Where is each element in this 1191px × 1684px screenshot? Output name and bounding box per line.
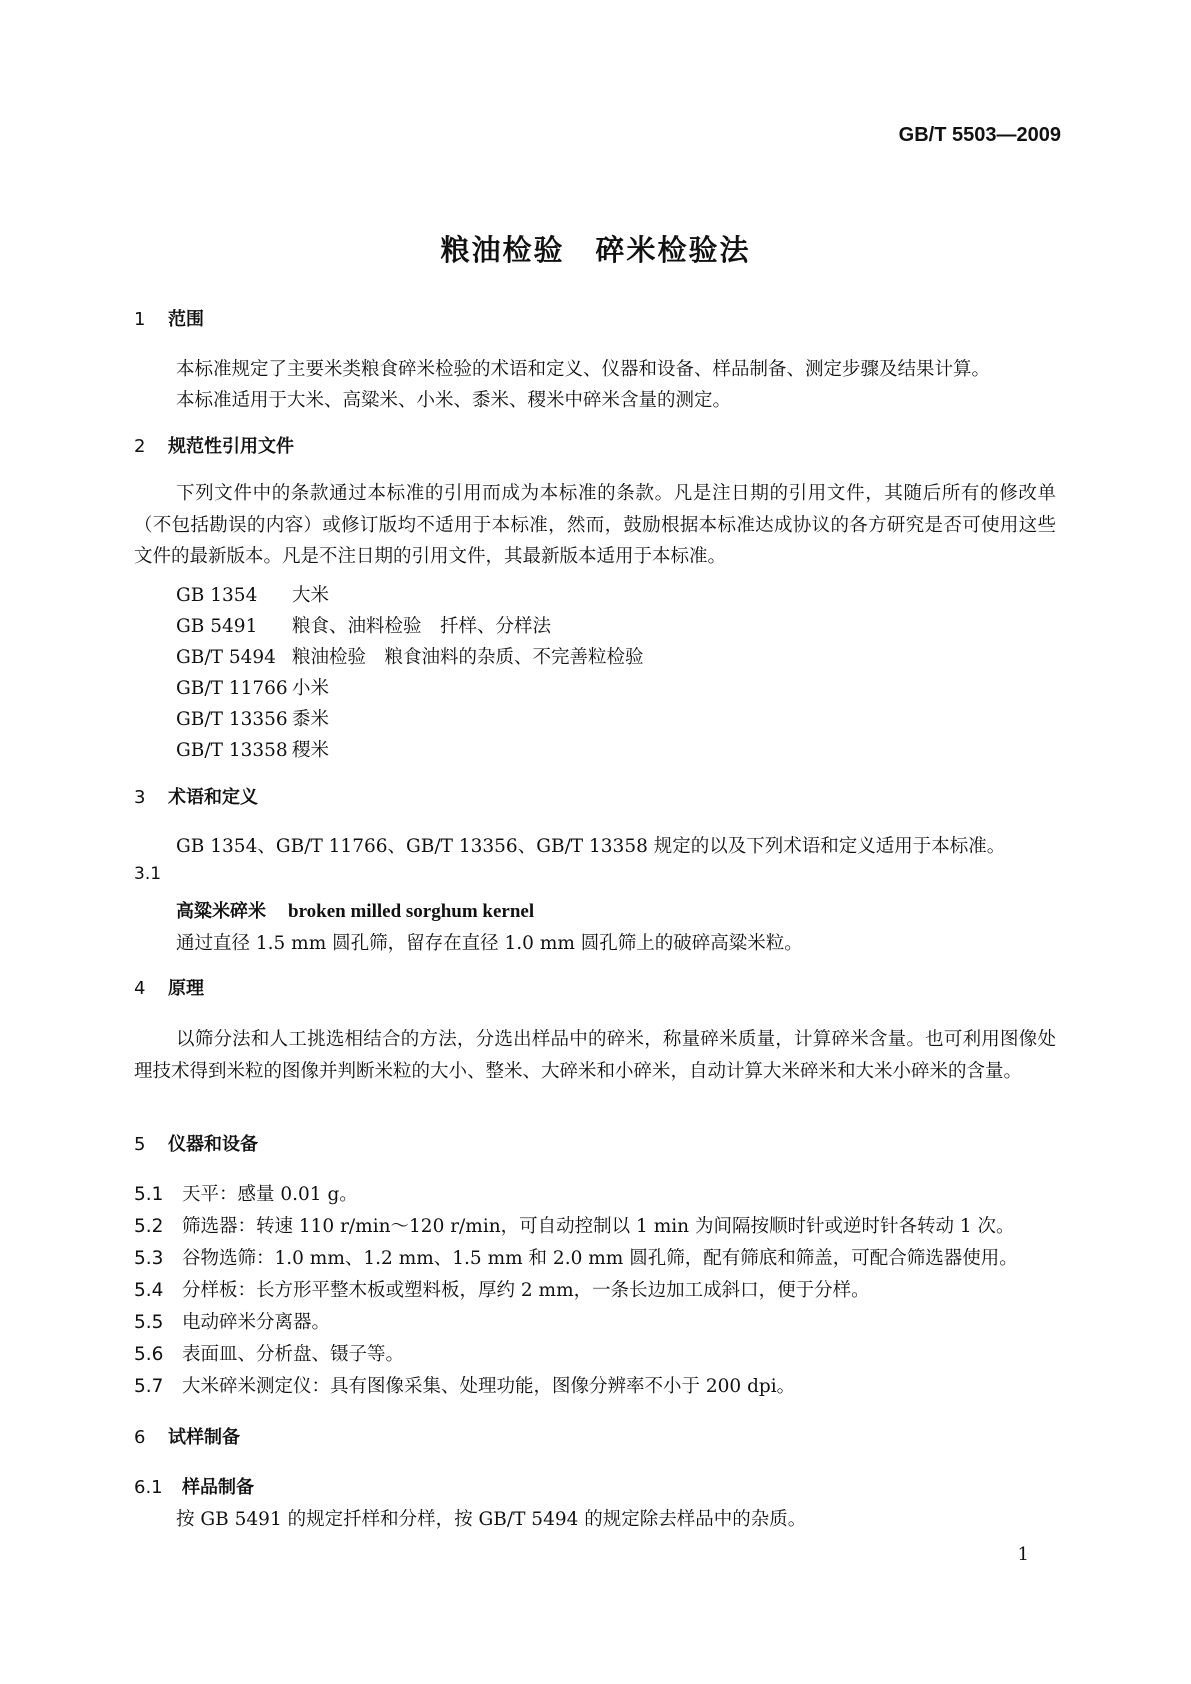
reference-row <box>176 674 329 700</box>
equipment-item <box>134 1372 795 1398</box>
reference-name: 粮食、油料检验 扦样、分样法 <box>292 616 552 637</box>
clause-text: 大米碎米测定仪：具有图像采集、处理功能，图像分辨率不小于 200 dpi。 <box>182 1376 796 1397</box>
clause-number: 5.4 <box>134 1280 164 1301</box>
section-title: 试样制备 <box>168 1427 240 1448</box>
equipment-item <box>134 1308 330 1334</box>
section-1-paragraph-1: 本标准规定了主要米类粮食碎米检验的术语和定义、仪器和设备、样品制备、测定步骤及结果计算。 <box>176 359 991 380</box>
page-number: 1 <box>1017 1544 1029 1565</box>
reference-code: GB/T 11766 <box>176 678 288 699</box>
document-title: 粮油检验 碎米检验法 <box>440 233 751 267</box>
clause-number: 5.1 <box>134 1184 164 1205</box>
clause-text: 谷物选筛：1.0 mm、1.2 mm、1.5 mm 和 2.0 mm 圆孔筛，配有筛底和筛盖，可配合筛选器使用。 <box>182 1248 1018 1269</box>
section-title: 术语和定义 <box>168 787 258 808</box>
reference-code: GB 5491 <box>176 616 258 637</box>
section-4-heading <box>134 974 204 1000</box>
section-5-heading <box>134 1130 258 1156</box>
section-number: 5 <box>134 1134 146 1155</box>
reference-row <box>176 643 644 669</box>
section-title: 规范性引用文件 <box>168 436 294 457</box>
section-number: 3 <box>134 787 146 808</box>
section-2-intro: 下列文件中的条款通过本标准的引用而成为本标准的条款。凡是注日期的引用文件，其随后所有的修改单（不包括勘误的内容）或修订版均不适用于本标准，然而，鼓励根据本标准达成协议的各方研究是否可使用这些文件的最新版本。凡是不注日期的引用文件，其最新版本适用于本标准。 <box>134 483 1056 567</box>
clause-text: 天平：感量 0.01 g。 <box>182 1184 358 1205</box>
reference-code: GB 1354 <box>176 585 258 606</box>
standard-code: GB/T 5503—2009 <box>898 124 1061 146</box>
reference-row <box>176 736 329 762</box>
reference-row <box>176 705 329 731</box>
equipment-item <box>134 1244 1018 1270</box>
section-title: 原理 <box>168 978 204 999</box>
section-number: 4 <box>134 978 146 999</box>
section-3-heading <box>134 783 258 809</box>
reference-code: GB/T 5494 <box>176 647 276 668</box>
reference-code: GB/T 13358 <box>176 740 288 761</box>
equipment-item <box>134 1276 870 1302</box>
clause-text: 表面皿、分析盘、镊子等。 <box>182 1344 405 1365</box>
clause-number: 5.5 <box>134 1312 164 1333</box>
term-english: broken milled sorghum kernel <box>288 901 535 922</box>
section-title: 范围 <box>168 309 204 330</box>
subsection-text: 按 GB 5491 的规定扦样和分样，按 GB/T 5494 的规定除去样品中的杂质。 <box>176 1509 807 1530</box>
term-chinese: 高粱米碎米 <box>176 901 266 922</box>
section-4-text: 以筛分法和人工挑选相结合的方法，分选出样品中的碎米，称量碎米质量，计算碎米含量。也可利用图像处理技术得到米粒的图像并判断米粒的大小、整米、大碎米和小碎米，自动计算大米碎米和大米小碎米的含量。 <box>134 1029 1056 1082</box>
clause-number: 5.6 <box>134 1344 164 1365</box>
reference-name: 黍米 <box>292 709 330 730</box>
section-number: 2 <box>134 436 146 457</box>
equipment-item <box>134 1212 1015 1238</box>
section-1-paragraph-2: 本标准适用于大米、高粱米、小米、黍米、稷米中碎米含量的测定。 <box>176 390 732 411</box>
subsection-title: 样品制备 <box>182 1477 254 1498</box>
reference-name: 粮油检验 粮食油料的杂质、不完善粒检验 <box>292 647 644 668</box>
reference-code: GB/T 13356 <box>176 709 288 730</box>
reference-name: 稷米 <box>292 740 330 761</box>
equipment-item <box>134 1180 358 1206</box>
equipment-item <box>134 1340 404 1366</box>
clause-number: 5.2 <box>134 1216 164 1237</box>
clause-number: 3.1 <box>134 864 162 884</box>
reference-name: 大米 <box>292 585 330 606</box>
section-1-heading <box>134 305 204 331</box>
clause-text: 分样板：长方形平整木板或塑料板，厚约 2 mm，一条长边加工成斜口，便于分样。 <box>182 1280 870 1301</box>
clause-number: 5.7 <box>134 1376 164 1397</box>
reference-row <box>176 612 551 638</box>
term-entry <box>176 897 534 923</box>
clause-number: 5.3 <box>134 1248 164 1269</box>
subsection-heading <box>134 1473 254 1499</box>
section-number: 6 <box>134 1427 146 1448</box>
section-title: 仪器和设备 <box>168 1134 258 1155</box>
section-number: 1 <box>134 309 146 330</box>
section-2-heading <box>134 432 294 458</box>
clause-number: 6.1 <box>134 1477 163 1498</box>
term-definition: 通过直径 1.5 mm 圆孔筛，留存在直径 1.0 mm 圆孔筛上的破碎高粱米粒。 <box>176 933 803 954</box>
section-3-intro: GB 1354、GB/T 11766、GB/T 13356、GB/T 13358 规定的以及下列术语和定义适用于本标准。 <box>176 836 1006 857</box>
reference-row <box>176 581 329 607</box>
section-6-heading <box>134 1423 240 1449</box>
clause-text: 电动碎米分离器。 <box>182 1312 331 1333</box>
reference-name: 小米 <box>292 678 330 699</box>
clause-text: 筛选器：转速 110 r/min～120 r/min，可自动控制以 1 min 为间隔按顺时针或逆时针各转动 1 次。 <box>182 1216 1015 1237</box>
